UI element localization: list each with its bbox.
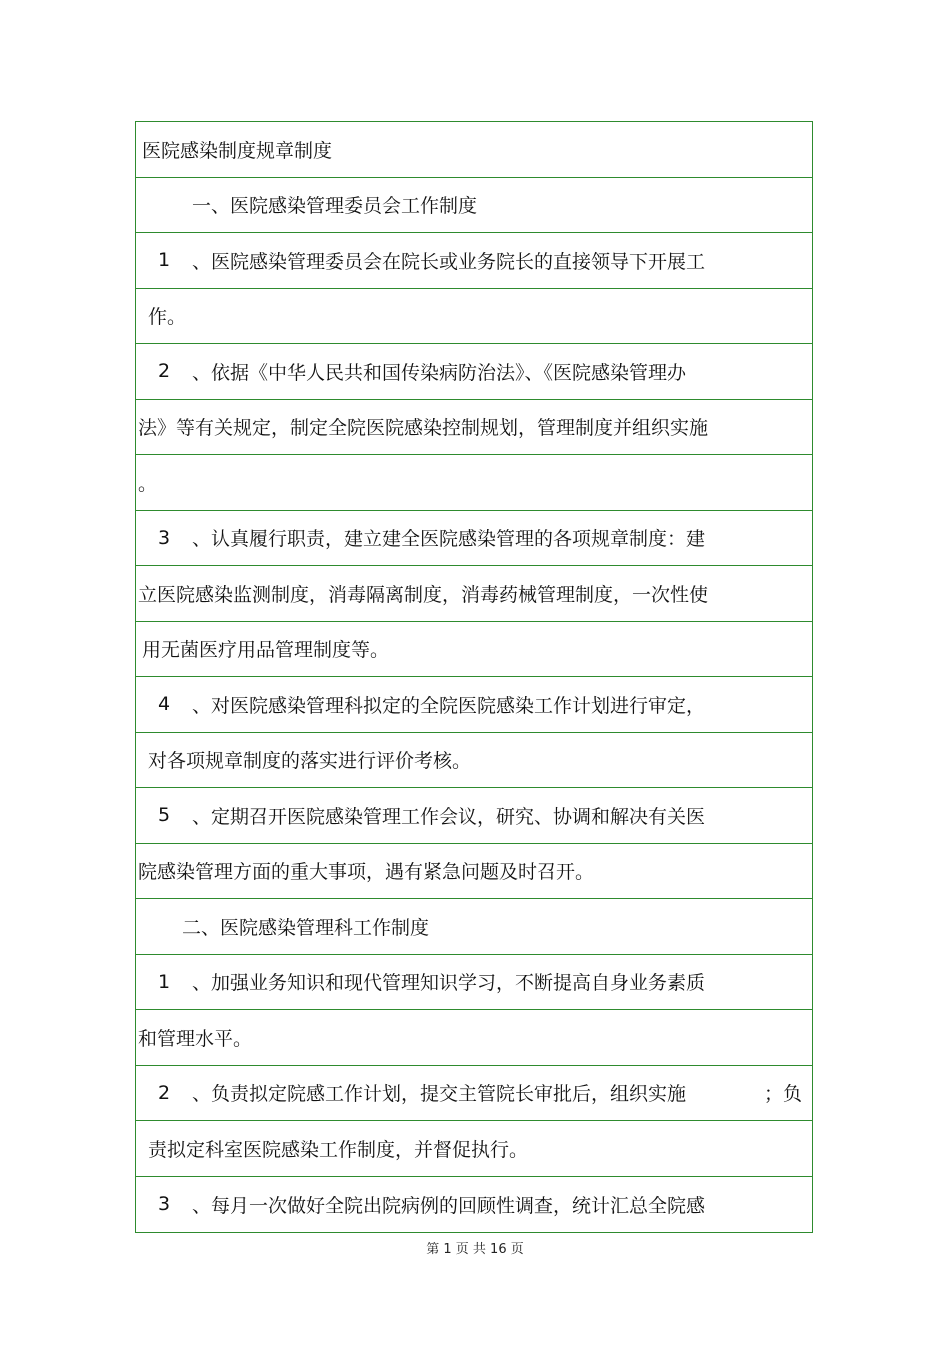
row-text: 法》等有关规定，制定全院医院感染控制规划，管理制度并组织实施	[138, 417, 709, 440]
row-text: 、定期召开医院感染管理工作会议，研究、协调和解决有关医	[192, 805, 706, 828]
text-row	[136, 233, 812, 289]
row-text: 、认真履行职责，建立建全医院感染管理的各项规章制度：建	[192, 528, 706, 551]
text-row	[136, 955, 812, 1011]
section-heading: 一、医院感染管理委员会工作制度	[192, 195, 478, 218]
document-table	[135, 121, 813, 1233]
text-row	[136, 1010, 812, 1066]
text-row	[136, 677, 812, 733]
section-heading: 二、医院感染管理科工作制度	[182, 916, 430, 939]
row-text-tail: ；负	[763, 1083, 802, 1106]
row-text: 、医院感染管理委员会在院长或业务院长的直接领导下开展工	[192, 250, 706, 273]
row-text: 用无菌医疗用品管理制度等。	[142, 639, 390, 662]
row-text: 和管理水平。	[138, 1027, 253, 1050]
row-text: 、对医院感染管理科拟定的全院医院感染工作计划进行审定，	[192, 694, 706, 717]
text-row	[136, 622, 812, 678]
row-text: 作。	[148, 306, 187, 329]
text-row	[136, 400, 812, 456]
item-number: 2	[157, 360, 171, 383]
item-number: 1	[157, 970, 171, 993]
document-title-row	[136, 122, 812, 178]
document-title: 医院感染制度规章制度	[142, 139, 333, 162]
row-text: 、负责拟定院感工作计划，提交主管院长审批后，组织实施	[192, 1083, 687, 1106]
page-footer: 第 1 页 共 16 页	[426, 1242, 524, 1257]
text-row	[136, 344, 812, 400]
section-heading-row	[136, 899, 812, 955]
row-text: 对各项规章制度的落实进行评价考核。	[148, 750, 472, 773]
text-row	[136, 511, 812, 567]
row-text: 立医院感染监测制度，消毒隔离制度，消毒药械管理制度，一次性使	[138, 583, 709, 606]
text-row	[136, 733, 812, 789]
text-row	[136, 1121, 812, 1177]
row-text: 、依据《中华人民共和国传染病防治法》、《医院感染管理办	[192, 361, 687, 384]
row-text: 责拟定科室医院感染工作制度，并督促执行。	[148, 1138, 529, 1161]
section-heading-row	[136, 178, 812, 234]
row-text: 。	[138, 472, 158, 495]
text-row	[136, 455, 812, 511]
item-number: 1	[157, 249, 171, 272]
item-number: 3	[157, 526, 171, 549]
row-text: 、每月一次做好全院出院病例的回顾性调查，统计汇总全院感	[192, 1194, 706, 1217]
item-number: 5	[157, 804, 171, 827]
item-number: 3	[157, 1193, 171, 1216]
text-row	[136, 844, 812, 900]
row-text: 院感染管理方面的重大事项，遇有紧急问题及时召开。	[138, 861, 595, 884]
text-row	[136, 1177, 812, 1233]
row-text: 、加强业务知识和现代管理知识学习，不断提高自身业务素质	[192, 972, 706, 995]
text-row	[136, 1066, 812, 1122]
text-row	[136, 566, 812, 622]
text-row	[136, 289, 812, 345]
item-number: 4	[157, 693, 171, 716]
text-row	[136, 788, 812, 844]
item-number: 2	[157, 1081, 171, 1104]
